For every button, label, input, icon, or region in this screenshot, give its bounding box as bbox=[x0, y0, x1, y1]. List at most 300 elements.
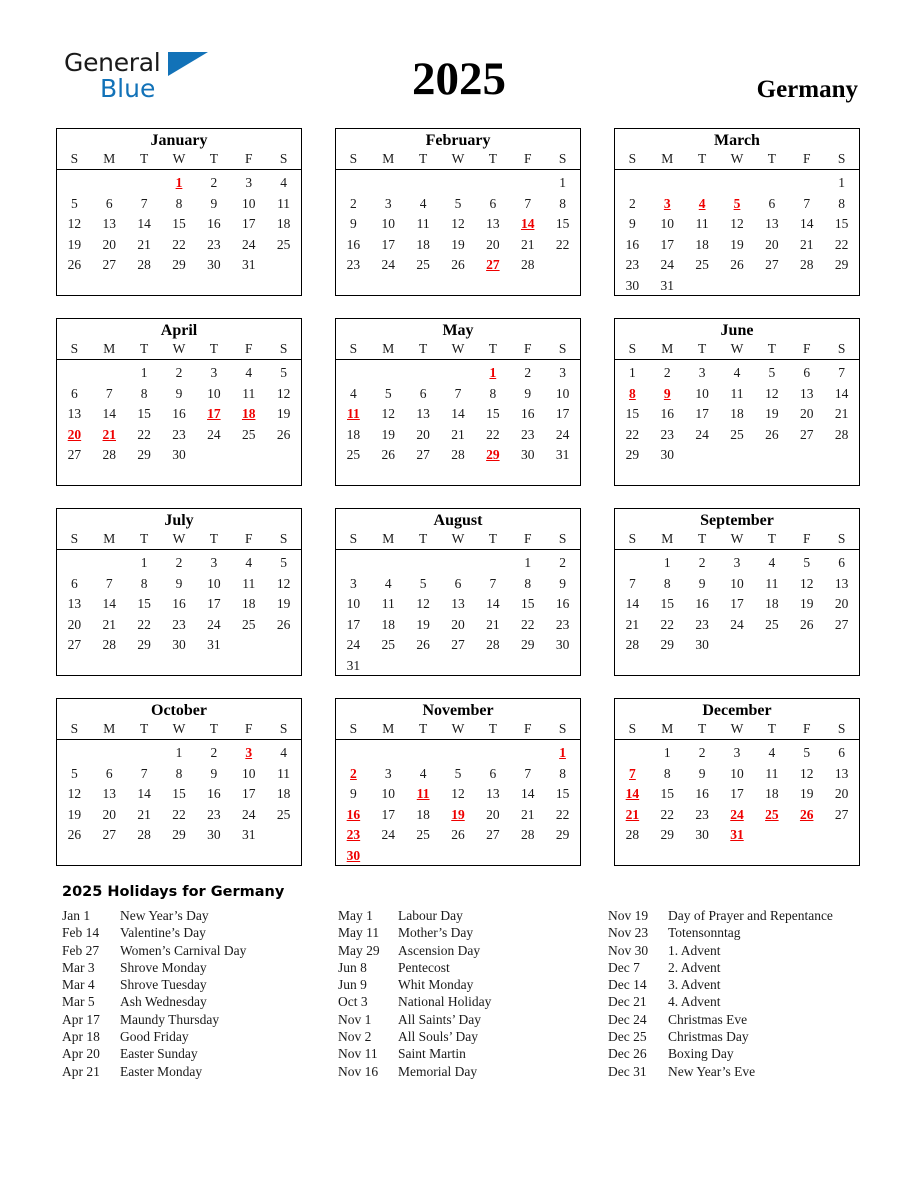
day-cell[interactable]: 17 bbox=[730, 786, 744, 801]
day-cell[interactable]: 10 bbox=[207, 575, 221, 591]
day-cell[interactable]: 20 bbox=[67, 616, 82, 632]
day-cell[interactable]: 29 bbox=[660, 637, 675, 652]
day-cell[interactable]: 13 bbox=[416, 406, 430, 421]
day-cell[interactable]: 16 bbox=[660, 406, 675, 421]
day-cell[interactable]: 20 bbox=[834, 786, 849, 801]
day-cell[interactable]: 23 bbox=[172, 426, 186, 442]
day-cell[interactable]: 21 bbox=[451, 426, 465, 442]
day-cell[interactable]: 23 bbox=[207, 236, 221, 252]
day-cell[interactable]: 10 bbox=[381, 216, 396, 231]
day-cell[interactable]: 25 bbox=[276, 806, 291, 822]
day-cell[interactable]: 30 bbox=[695, 637, 709, 652]
day-cell[interactable]: 17 bbox=[660, 236, 675, 252]
day-cell[interactable]: 13 bbox=[765, 216, 779, 231]
day-cell[interactable]: 12 bbox=[416, 596, 430, 611]
day-cell[interactable]: 8 bbox=[524, 575, 532, 591]
day-cell[interactable]: 24 bbox=[381, 257, 396, 272]
day-cell[interactable]: 7 bbox=[140, 765, 148, 781]
day-cell[interactable]: 12 bbox=[67, 216, 82, 231]
day-cell-holiday[interactable]: 2 bbox=[350, 765, 357, 781]
day-cell[interactable]: 12 bbox=[765, 385, 779, 401]
day-cell[interactable]: 16 bbox=[172, 406, 186, 421]
day-cell[interactable]: 2 bbox=[175, 365, 183, 380]
day-cell[interactable]: 10 bbox=[660, 216, 675, 231]
day-cell[interactable]: 6 bbox=[454, 575, 462, 591]
day-cell[interactable]: 13 bbox=[486, 786, 500, 801]
day-cell[interactable]: 1 bbox=[559, 175, 566, 190]
day-cell[interactable]: 11 bbox=[381, 596, 395, 611]
day-cell[interactable]: 10 bbox=[730, 575, 744, 591]
day-cell[interactable]: 26 bbox=[799, 616, 814, 632]
day-cell[interactable]: 21 bbox=[834, 406, 849, 421]
day-cell[interactable]: 3 bbox=[559, 365, 566, 380]
day-cell[interactable]: 2 bbox=[698, 555, 706, 570]
day-cell[interactable]: 5 bbox=[803, 555, 811, 570]
day-cell[interactable]: 29 bbox=[172, 257, 186, 272]
day-cell[interactable]: 9 bbox=[175, 385, 183, 401]
day-cell[interactable]: 21 bbox=[486, 616, 500, 632]
day-cell[interactable]: 22 bbox=[137, 426, 151, 442]
day-cell[interactable]: 11 bbox=[242, 385, 256, 401]
day-cell[interactable]: 4 bbox=[768, 555, 776, 570]
day-cell[interactable]: 16 bbox=[207, 216, 221, 231]
day-cell[interactable]: 28 bbox=[625, 637, 640, 652]
day-cell[interactable]: 3 bbox=[698, 365, 706, 380]
day-cell[interactable]: 6 bbox=[71, 575, 78, 591]
day-cell[interactable]: 28 bbox=[799, 257, 814, 272]
day-cell-holiday[interactable]: 11 bbox=[416, 786, 430, 801]
day-cell[interactable]: 21 bbox=[520, 806, 535, 822]
day-cell[interactable]: 1 bbox=[140, 365, 148, 380]
day-cell[interactable]: 7 bbox=[629, 575, 636, 591]
day-cell-holiday[interactable]: 3 bbox=[663, 195, 671, 211]
day-cell[interactable]: 11 bbox=[242, 575, 256, 591]
day-cell[interactable]: 25 bbox=[346, 447, 361, 462]
day-cell[interactable]: 11 bbox=[730, 385, 744, 401]
day-cell[interactable]: 26 bbox=[381, 447, 396, 462]
day-cell[interactable]: 8 bbox=[489, 385, 497, 401]
day-cell[interactable]: 9 bbox=[629, 216, 636, 231]
day-cell[interactable]: 4 bbox=[419, 195, 427, 211]
day-cell[interactable]: 30 bbox=[207, 827, 221, 842]
day-cell[interactable]: 24 bbox=[241, 806, 256, 822]
day-cell[interactable]: 28 bbox=[102, 637, 117, 652]
day-cell[interactable]: 26 bbox=[67, 827, 82, 842]
day-cell[interactable]: 25 bbox=[730, 426, 744, 442]
day-cell[interactable]: 22 bbox=[555, 236, 570, 252]
day-cell-holiday[interactable]: 25 bbox=[765, 806, 779, 822]
day-cell[interactable]: 12 bbox=[276, 385, 291, 401]
day-cell[interactable]: 7 bbox=[140, 195, 148, 211]
day-cell[interactable]: 12 bbox=[67, 786, 82, 801]
day-cell[interactable]: 19 bbox=[276, 596, 291, 611]
day-cell[interactable]: 20 bbox=[451, 616, 465, 632]
day-cell[interactable]: 29 bbox=[555, 827, 570, 842]
day-cell[interactable]: 22 bbox=[172, 806, 186, 822]
day-cell[interactable]: 15 bbox=[834, 216, 849, 231]
day-cell[interactable]: 23 bbox=[660, 426, 675, 442]
day-cell-holiday[interactable]: 1 bbox=[489, 365, 497, 380]
day-cell[interactable]: 13 bbox=[102, 786, 117, 801]
day-cell[interactable]: 29 bbox=[520, 637, 535, 652]
day-cell[interactable]: 27 bbox=[486, 827, 500, 842]
day-cell[interactable]: 29 bbox=[172, 827, 186, 842]
day-cell-holiday[interactable]: 20 bbox=[67, 426, 82, 442]
day-cell[interactable]: 2 bbox=[698, 745, 706, 760]
day-cell[interactable]: 5 bbox=[280, 555, 287, 570]
day-cell[interactable]: 22 bbox=[172, 236, 186, 252]
day-cell[interactable]: 14 bbox=[799, 216, 814, 231]
day-cell[interactable]: 28 bbox=[520, 827, 535, 842]
day-cell[interactable]: 30 bbox=[520, 447, 535, 462]
day-cell[interactable]: 13 bbox=[486, 216, 500, 231]
day-cell[interactable]: 19 bbox=[730, 236, 744, 252]
day-cell[interactable]: 30 bbox=[172, 447, 186, 462]
day-cell[interactable]: 17 bbox=[207, 596, 221, 611]
day-cell[interactable]: 6 bbox=[768, 195, 776, 211]
day-cell[interactable]: 9 bbox=[524, 385, 532, 401]
day-cell[interactable]: 9 bbox=[350, 216, 357, 231]
day-cell-holiday[interactable]: 8 bbox=[629, 385, 636, 401]
day-cell[interactable]: 13 bbox=[834, 575, 849, 591]
day-cell[interactable]: 4 bbox=[419, 765, 427, 781]
day-cell[interactable]: 28 bbox=[102, 447, 117, 462]
day-cell[interactable]: 22 bbox=[660, 616, 675, 632]
day-cell[interactable]: 11 bbox=[765, 765, 779, 781]
day-cell[interactable]: 21 bbox=[520, 236, 535, 252]
day-cell[interactable]: 29 bbox=[137, 447, 151, 462]
day-cell[interactable]: 30 bbox=[172, 637, 186, 652]
day-cell[interactable]: 6 bbox=[489, 195, 497, 211]
day-cell[interactable]: 3 bbox=[245, 175, 253, 190]
day-cell[interactable]: 17 bbox=[730, 596, 744, 611]
day-cell[interactable]: 22 bbox=[486, 426, 500, 442]
day-cell[interactable]: 27 bbox=[416, 447, 430, 462]
day-cell[interactable]: 29 bbox=[137, 637, 151, 652]
day-cell[interactable]: 20 bbox=[486, 806, 500, 822]
day-cell[interactable]: 7 bbox=[489, 575, 497, 591]
day-cell[interactable]: 18 bbox=[416, 236, 430, 252]
day-cell[interactable]: 18 bbox=[765, 596, 779, 611]
day-cell[interactable]: 19 bbox=[67, 806, 82, 822]
day-cell[interactable]: 23 bbox=[520, 426, 535, 442]
day-cell-holiday[interactable]: 29 bbox=[486, 447, 500, 462]
day-cell-holiday[interactable]: 16 bbox=[346, 806, 361, 822]
day-cell[interactable]: 2 bbox=[663, 365, 671, 380]
day-cell[interactable]: 4 bbox=[350, 385, 357, 401]
day-cell-holiday[interactable]: 30 bbox=[346, 847, 361, 863]
day-cell[interactable]: 25 bbox=[276, 236, 291, 252]
day-cell[interactable]: 15 bbox=[555, 786, 570, 801]
day-cell[interactable]: 21 bbox=[137, 806, 151, 822]
day-cell[interactable]: 24 bbox=[207, 616, 221, 632]
day-cell[interactable]: 27 bbox=[799, 426, 814, 442]
day-cell[interactable]: 4 bbox=[384, 575, 392, 591]
day-cell[interactable]: 23 bbox=[172, 616, 186, 632]
day-cell[interactable]: 27 bbox=[834, 806, 849, 822]
day-cell[interactable]: 17 bbox=[241, 786, 256, 801]
day-cell[interactable]: 26 bbox=[67, 257, 82, 272]
day-cell[interactable]: 13 bbox=[834, 765, 849, 781]
day-cell[interactable]: 9 bbox=[698, 575, 706, 591]
day-cell[interactable]: 28 bbox=[137, 257, 151, 272]
day-cell[interactable]: 26 bbox=[276, 616, 291, 632]
day-cell[interactable]: 26 bbox=[276, 426, 291, 442]
day-cell[interactable]: 3 bbox=[733, 745, 741, 760]
day-cell[interactable]: 25 bbox=[765, 616, 779, 632]
day-cell[interactable]: 15 bbox=[660, 786, 675, 801]
day-cell[interactable]: 22 bbox=[834, 236, 849, 252]
day-cell[interactable]: 16 bbox=[346, 236, 361, 252]
day-cell[interactable]: 14 bbox=[520, 786, 535, 801]
day-cell[interactable]: 12 bbox=[730, 216, 744, 231]
day-cell[interactable]: 18 bbox=[416, 806, 430, 822]
day-cell[interactable]: 10 bbox=[241, 195, 256, 211]
day-cell[interactable]: 9 bbox=[175, 575, 183, 591]
day-cell[interactable]: 15 bbox=[555, 216, 570, 231]
day-cell[interactable]: 22 bbox=[520, 616, 535, 632]
day-cell[interactable]: 16 bbox=[695, 786, 709, 801]
day-cell[interactable]: 11 bbox=[277, 195, 291, 211]
day-cell[interactable]: 16 bbox=[625, 236, 640, 252]
day-cell[interactable]: 13 bbox=[67, 406, 82, 421]
day-cell[interactable]: 27 bbox=[451, 637, 465, 652]
day-cell[interactable]: 17 bbox=[381, 806, 396, 822]
day-cell[interactable]: 24 bbox=[241, 236, 256, 252]
day-cell[interactable]: 9 bbox=[210, 195, 218, 211]
day-cell[interactable]: 25 bbox=[241, 426, 256, 442]
day-cell[interactable]: 14 bbox=[625, 596, 640, 611]
day-cell-holiday[interactable]: 21 bbox=[625, 806, 640, 822]
day-cell[interactable]: 18 bbox=[346, 426, 361, 442]
day-cell[interactable]: 14 bbox=[137, 786, 151, 801]
day-cell[interactable]: 3 bbox=[733, 555, 741, 570]
day-cell[interactable]: 7 bbox=[105, 575, 113, 591]
day-cell-holiday[interactable]: 5 bbox=[733, 195, 741, 211]
day-cell[interactable]: 6 bbox=[803, 365, 811, 380]
day-cell[interactable]: 23 bbox=[695, 806, 709, 822]
day-cell[interactable]: 8 bbox=[140, 575, 148, 591]
day-cell[interactable]: 1 bbox=[524, 555, 532, 570]
day-cell[interactable]: 15 bbox=[137, 596, 151, 611]
day-cell[interactable]: 23 bbox=[625, 257, 640, 272]
day-cell[interactable]: 30 bbox=[625, 277, 640, 293]
day-cell[interactable]: 1 bbox=[838, 175, 845, 190]
day-cell[interactable]: 14 bbox=[102, 406, 117, 421]
day-cell[interactable]: 2 bbox=[350, 195, 357, 211]
day-cell[interactable]: 17 bbox=[241, 216, 256, 231]
day-cell[interactable]: 10 bbox=[241, 765, 256, 781]
day-cell[interactable]: 18 bbox=[695, 236, 709, 252]
day-cell[interactable]: 18 bbox=[730, 406, 744, 421]
day-cell[interactable]: 18 bbox=[276, 786, 291, 801]
day-cell[interactable]: 10 bbox=[555, 385, 570, 401]
day-cell[interactable]: 26 bbox=[451, 827, 465, 842]
day-cell[interactable]: 5 bbox=[71, 195, 78, 211]
day-cell[interactable]: 13 bbox=[67, 596, 82, 611]
day-cell[interactable]: 28 bbox=[625, 827, 640, 842]
day-cell[interactable]: 6 bbox=[419, 385, 427, 401]
day-cell[interactable]: 5 bbox=[454, 195, 462, 211]
day-cell[interactable]: 20 bbox=[486, 236, 500, 252]
day-cell[interactable]: 15 bbox=[172, 216, 186, 231]
day-cell[interactable]: 27 bbox=[102, 827, 117, 842]
day-cell-holiday[interactable]: 11 bbox=[347, 406, 360, 421]
day-cell[interactable]: 2 bbox=[210, 175, 218, 190]
day-cell[interactable]: 26 bbox=[451, 257, 465, 272]
day-cell[interactable]: 15 bbox=[172, 786, 186, 801]
day-cell[interactable]: 27 bbox=[67, 447, 82, 462]
day-cell[interactable]: 3 bbox=[384, 765, 392, 781]
day-cell[interactable]: 27 bbox=[834, 616, 849, 632]
day-cell[interactable]: 11 bbox=[695, 216, 709, 231]
day-cell-holiday[interactable]: 26 bbox=[799, 806, 814, 822]
day-cell[interactable]: 17 bbox=[555, 406, 570, 421]
day-cell[interactable]: 1 bbox=[663, 555, 671, 570]
day-cell[interactable]: 9 bbox=[350, 786, 357, 801]
day-cell[interactable]: 30 bbox=[695, 827, 709, 842]
day-cell[interactable]: 3 bbox=[210, 365, 218, 380]
day-cell[interactable]: 30 bbox=[660, 447, 675, 462]
day-cell[interactable]: 31 bbox=[241, 257, 256, 272]
day-cell[interactable]: 1 bbox=[140, 555, 148, 570]
day-cell[interactable]: 21 bbox=[625, 616, 640, 632]
day-cell[interactable]: 19 bbox=[67, 236, 82, 252]
day-cell[interactable]: 31 bbox=[207, 637, 221, 652]
day-cell[interactable]: 6 bbox=[489, 765, 497, 781]
day-cell[interactable]: 6 bbox=[105, 195, 113, 211]
day-cell[interactable]: 25 bbox=[241, 616, 256, 632]
day-cell[interactable]: 17 bbox=[695, 406, 709, 421]
day-cell[interactable]: 16 bbox=[172, 596, 186, 611]
day-cell[interactable]: 28 bbox=[520, 257, 535, 272]
day-cell[interactable]: 7 bbox=[524, 765, 532, 781]
day-cell[interactable]: 4 bbox=[768, 745, 776, 760]
day-cell[interactable]: 19 bbox=[381, 426, 396, 442]
day-cell[interactable]: 22 bbox=[137, 616, 151, 632]
day-cell[interactable]: 24 bbox=[381, 827, 396, 842]
day-cell-holiday[interactable]: 31 bbox=[730, 827, 744, 842]
day-cell[interactable]: 7 bbox=[454, 385, 462, 401]
day-cell[interactable]: 19 bbox=[799, 596, 814, 611]
day-cell-holiday[interactable]: 14 bbox=[625, 786, 640, 801]
day-cell[interactable]: 4 bbox=[245, 365, 253, 380]
day-cell-holiday[interactable]: 9 bbox=[663, 385, 671, 401]
day-cell[interactable]: 26 bbox=[416, 637, 430, 652]
day-cell[interactable]: 20 bbox=[102, 236, 117, 252]
day-cell[interactable]: 22 bbox=[625, 426, 640, 442]
day-cell[interactable]: 6 bbox=[71, 385, 78, 401]
day-cell[interactable]: 31 bbox=[241, 827, 256, 842]
day-cell[interactable]: 7 bbox=[105, 385, 113, 401]
day-cell[interactable]: 1 bbox=[663, 745, 671, 760]
day-cell[interactable]: 5 bbox=[384, 385, 392, 401]
day-cell[interactable]: 3 bbox=[350, 575, 357, 591]
day-cell[interactable]: 6 bbox=[838, 555, 845, 570]
day-cell[interactable]: 15 bbox=[625, 406, 640, 421]
day-cell[interactable]: 24 bbox=[555, 426, 570, 442]
day-cell[interactable]: 15 bbox=[660, 596, 675, 611]
day-cell[interactable]: 12 bbox=[381, 406, 396, 421]
day-cell[interactable]: 27 bbox=[765, 257, 779, 272]
day-cell[interactable]: 14 bbox=[834, 385, 849, 401]
day-cell[interactable]: 20 bbox=[799, 406, 814, 421]
day-cell[interactable]: 18 bbox=[241, 596, 256, 611]
day-cell[interactable]: 31 bbox=[555, 447, 570, 462]
day-cell[interactable]: 5 bbox=[71, 765, 78, 781]
day-cell[interactable]: 12 bbox=[451, 786, 465, 801]
day-cell[interactable]: 13 bbox=[451, 596, 465, 611]
day-cell[interactable]: 9 bbox=[559, 575, 566, 591]
day-cell[interactable]: 4 bbox=[280, 745, 287, 760]
day-cell[interactable]: 5 bbox=[419, 575, 427, 591]
day-cell[interactable]: 8 bbox=[838, 195, 845, 211]
day-cell[interactable]: 4 bbox=[733, 365, 741, 380]
day-cell[interactable]: 2 bbox=[175, 555, 183, 570]
day-cell[interactable]: 1 bbox=[175, 745, 183, 760]
day-cell[interactable]: 25 bbox=[416, 827, 430, 842]
day-cell[interactable]: 12 bbox=[799, 765, 814, 781]
day-cell[interactable]: 9 bbox=[698, 765, 706, 781]
day-cell[interactable]: 22 bbox=[555, 806, 570, 822]
day-cell[interactable]: 19 bbox=[765, 406, 779, 421]
day-cell-holiday[interactable]: 1 bbox=[559, 745, 566, 760]
day-cell[interactable]: 29 bbox=[625, 447, 640, 462]
day-cell[interactable]: 21 bbox=[102, 616, 117, 632]
day-cell[interactable]: 2 bbox=[210, 745, 218, 760]
day-cell[interactable]: 15 bbox=[486, 406, 500, 421]
day-cell[interactable]: 25 bbox=[416, 257, 430, 272]
day-cell[interactable]: 19 bbox=[799, 786, 814, 801]
day-cell[interactable]: 27 bbox=[67, 637, 82, 652]
day-cell[interactable]: 12 bbox=[799, 575, 814, 591]
day-cell[interactable]: 12 bbox=[451, 216, 465, 231]
day-cell[interactable]: 2 bbox=[524, 365, 532, 380]
day-cell[interactable]: 7 bbox=[838, 365, 845, 380]
day-cell[interactable]: 11 bbox=[765, 575, 779, 591]
day-cell-holiday[interactable]: 18 bbox=[241, 406, 256, 421]
day-cell[interactable]: 10 bbox=[695, 385, 709, 401]
day-cell[interactable]: 11 bbox=[277, 765, 291, 781]
day-cell[interactable]: 13 bbox=[799, 385, 814, 401]
day-cell[interactable]: 23 bbox=[346, 257, 361, 272]
day-cell[interactable]: 13 bbox=[102, 216, 117, 231]
day-cell[interactable]: 3 bbox=[210, 555, 218, 570]
day-cell[interactable]: 4 bbox=[280, 175, 287, 190]
day-cell-holiday[interactable]: 3 bbox=[245, 745, 253, 760]
day-cell[interactable]: 8 bbox=[140, 385, 148, 401]
day-cell[interactable]: 18 bbox=[276, 216, 291, 231]
day-cell-holiday[interactable]: 24 bbox=[730, 806, 744, 822]
day-cell[interactable]: 6 bbox=[838, 745, 845, 760]
day-cell[interactable]: 18 bbox=[381, 616, 396, 632]
day-cell[interactable]: 24 bbox=[346, 637, 361, 652]
day-cell[interactable]: 24 bbox=[695, 426, 709, 442]
day-cell[interactable]: 18 bbox=[765, 786, 779, 801]
day-cell[interactable]: 28 bbox=[137, 827, 151, 842]
day-cell[interactable]: 20 bbox=[416, 426, 430, 442]
day-cell[interactable]: 29 bbox=[834, 257, 849, 272]
day-cell[interactable]: 20 bbox=[834, 596, 849, 611]
day-cell[interactable]: 17 bbox=[346, 616, 361, 632]
day-cell[interactable]: 16 bbox=[555, 596, 570, 611]
day-cell[interactable]: 9 bbox=[210, 765, 218, 781]
day-cell[interactable]: 24 bbox=[207, 426, 221, 442]
day-cell[interactable]: 10 bbox=[730, 765, 744, 781]
day-cell-holiday[interactable]: 23 bbox=[346, 827, 361, 842]
day-cell-holiday[interactable]: 7 bbox=[629, 765, 636, 781]
day-cell[interactable]: 11 bbox=[416, 216, 430, 231]
